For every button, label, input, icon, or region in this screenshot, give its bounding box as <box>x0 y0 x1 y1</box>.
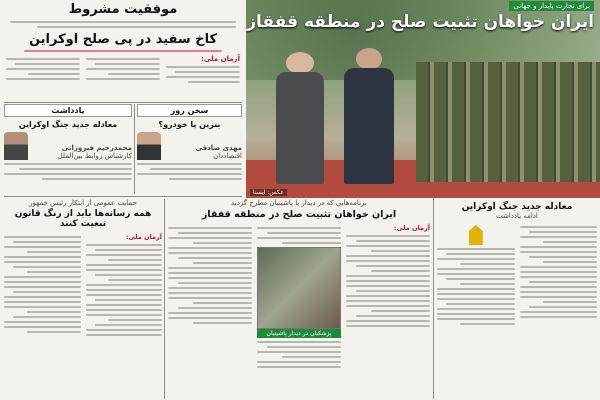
headline-white-house-ukraine[interactable]: کاخ سفید در پی صلح اوکراین <box>28 32 218 47</box>
leader-left <box>286 52 314 74</box>
lower-center-col-2-text <box>257 227 341 244</box>
lower-left-story <box>4 199 162 399</box>
lower-right-sub: ادامه یادداشت <box>496 212 538 220</box>
divider-mid-left <box>4 196 242 197</box>
lower-right-col-1-text <box>520 223 598 328</box>
honor-guard <box>416 62 600 182</box>
lower-center-story <box>168 199 430 399</box>
top-left-column <box>4 0 242 102</box>
opinion-rooz-box <box>137 104 242 184</box>
lower-center-col-2-text-b <box>257 341 341 368</box>
yad-person: محمدرحیم فیروزانی <box>61 144 132 152</box>
yad-label: یادداشت <box>4 104 132 117</box>
lower-center-byline: آرمان ملی: <box>393 224 430 232</box>
main-kicker: برای تجارت پایدار و جهانی <box>509 1 594 11</box>
top-left-subhead-text <box>24 50 222 52</box>
top-left-byline: آرمان ملی: <box>201 55 240 63</box>
rooz-role: اقتصاددان <box>213 152 242 160</box>
top-left-col-2-text <box>86 55 160 86</box>
divider-opinion <box>134 104 135 194</box>
lower-right-headline[interactable]: معادله جدید جنگ اوکراین <box>461 202 573 212</box>
lower-right-decor-icon <box>469 225 483 245</box>
lower-center-inset-label: پزشکیان در دیدار پاشینیان <box>257 329 341 338</box>
yad-avatar <box>4 132 28 160</box>
yad-title[interactable]: معادله جدید جنگ اوکراین <box>18 120 118 129</box>
lower-left-kicker: حمایت عمومی از ابتکار رئیس جمهور <box>29 199 137 207</box>
lower-center-col-1-text <box>346 235 430 327</box>
lower-center-col-3-text <box>168 224 252 371</box>
main-headline[interactable]: ایران خواهان تثبیت صلح در منطقه قفقاز <box>246 12 594 32</box>
leader-right-suit <box>344 68 394 184</box>
rooz-person: مهدی صادقی <box>195 144 242 152</box>
top-left-intro-text <box>10 21 236 28</box>
headline-conditional-success[interactable]: موفقیت مشروط <box>68 2 178 17</box>
opinion-yad-box <box>4 104 132 184</box>
top-left-col-1-text <box>166 66 240 83</box>
divider-lower-left <box>164 199 165 399</box>
rooz-label: سخن روز <box>137 104 242 117</box>
lower-right-col-2-text <box>437 248 515 325</box>
rooz-title[interactable]: بنزین یا خودرو؟ <box>158 120 221 129</box>
rooz-text <box>137 163 242 180</box>
yad-text <box>4 163 132 180</box>
rooz-avatar <box>137 132 161 160</box>
lower-center-inset-photo[interactable] <box>257 247 341 329</box>
lower-center-headline[interactable]: ایران خواهان تثبیت صلح در منطقه قفقاز <box>201 209 397 220</box>
lower-left-headline[interactable]: همه رسانه‌ها باید از رنگ قانون تبعیت کنند <box>14 209 152 229</box>
photo-caption: عکس: ایسنا <box>250 189 287 196</box>
lower-left-col-2-text <box>4 233 81 339</box>
leader-right <box>356 48 382 70</box>
lower-left-col-1-text <box>86 244 163 336</box>
divider-top-left <box>4 102 242 103</box>
leader-left-suit <box>276 72 324 184</box>
main-story-photo[interactable] <box>246 0 600 198</box>
top-left-col-3-text <box>6 55 80 86</box>
divider-lower-center <box>433 199 434 399</box>
yad-role: کارشناس روابط بین‌الملل <box>57 152 132 160</box>
lower-right-story <box>437 202 597 400</box>
lower-left-byline: آرمان ملی: <box>125 233 162 241</box>
lower-center-kicker: برنامه‌هایی که در دیدار با پاشینیان مطرح گردید <box>231 199 367 207</box>
